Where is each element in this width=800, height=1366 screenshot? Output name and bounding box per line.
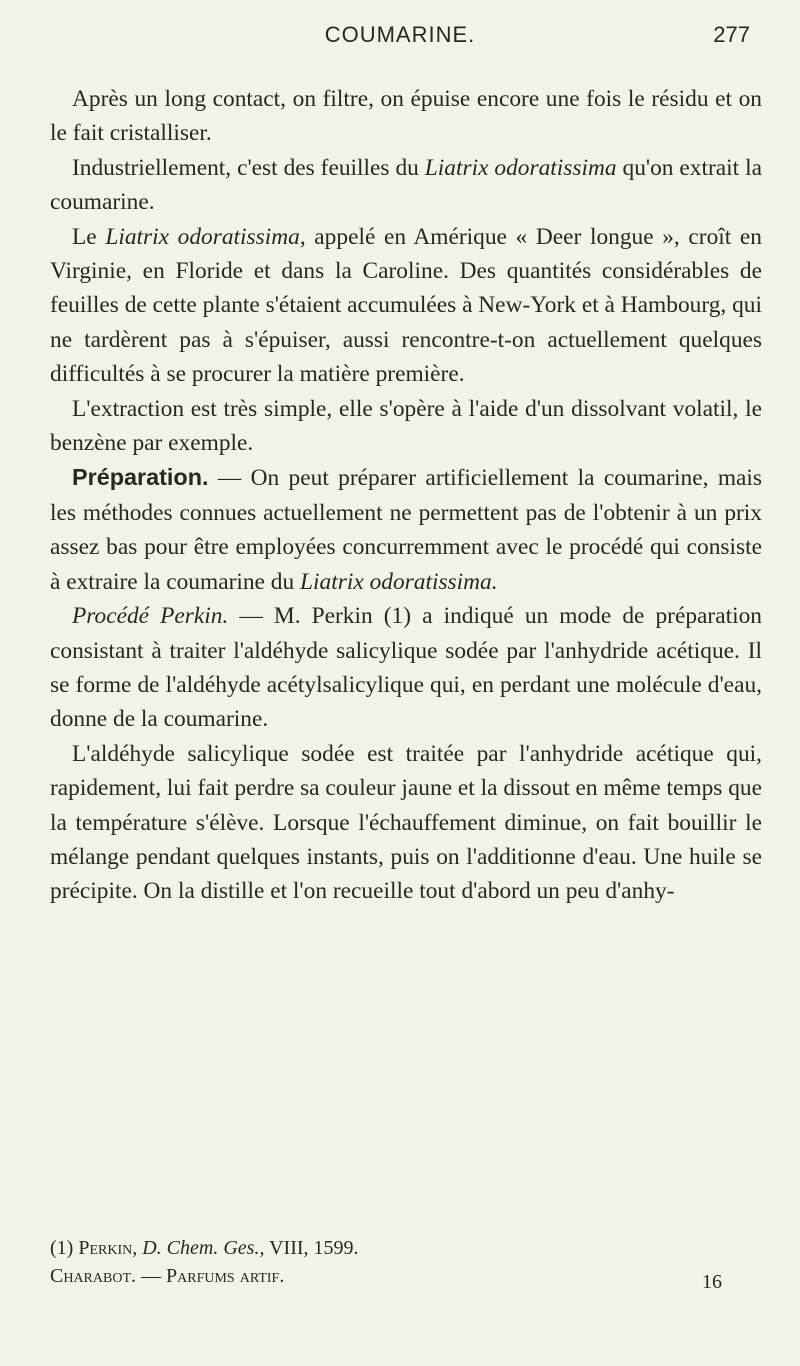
paragraph <box>50 220 762 392</box>
paragraph-text: — On peut préparer artificiellement la coumarine, mais les méthodes connues actuellement ne permettent pas de l'obtenir à un prix assez bas pour être employées concurremment avec le procédé qui consiste à extraire la coumarine du <box>50 465 762 595</box>
paragraph-text: Après un long contact, on filtre, on épuise encore une fois le résidu et on le fait cristalliser. <box>50 86 762 147</box>
paragraph <box>50 82 762 151</box>
paragraph-text: L'extraction est très simple, elle s'opère à l'aide d'un dissolvant volatil, le benzène par exemple. <box>50 395 762 457</box>
paragraph-text: , appelé en Amérique « Deer longue », croît en Virginie, en Floride et dans la Caroline. Des quantités considérables de feuilles de cette plante s'étaient accumulées à New-York et à Hambourg, qui ne tardèrent pas à s'épuiser, aussi rencontre-t-on actuellement quelques difficultés à se procurer la matière première. <box>50 223 762 388</box>
printer-signature: Charabot. — Parfums artif. <box>50 1265 285 1287</box>
species-name: Liatrix odoratissima <box>424 154 617 181</box>
footnote-mark: (1) <box>50 1237 74 1259</box>
species-name: Liatrix odoratissima <box>105 223 300 250</box>
footnote-source: D. Chem. Ges. <box>142 1237 260 1259</box>
paragraph-text: qu'on extrait la coumarine. <box>50 154 762 216</box>
paragraph <box>50 599 762 737</box>
paragraph-text: — M. Perkin (1) a indiqué un mode de préparation consistant à traiter l'aldéhyde salicylique sodée par l'anhydride acétique. Il se forme de l'aldéhyde acétylsalicylique qui, en perdant une molécule d'eau, donne de la coumarine. <box>50 603 762 733</box>
footnote-author: Perkin, <box>78 1237 138 1259</box>
signature-number: 16 <box>702 1271 722 1293</box>
body-text <box>50 82 762 909</box>
paragraph-text: Industriellement, c'est des feuilles du <box>72 154 425 181</box>
paragraph <box>50 737 762 909</box>
paragraph <box>50 392 762 461</box>
footnote-reference: , VIII, 1599. <box>259 1237 359 1259</box>
footnote <box>50 1234 762 1262</box>
printer-signature-line <box>50 1262 762 1293</box>
paragraph-text: L'aldéhyde salicylique sodée est traitée par l'anhydride acétique qui, rapidement, lui fait perdre sa couleur jaune et la dissout en même temps que la température s'élève. Lorsque l'échauffement diminue, on fait bouillir le mélange pendant quelques instants, puis on l'additionne d'eau. Une huile se précipite. On la distille et l'on recueille tout d'abord un peu d'anhy- <box>50 740 762 905</box>
page-number: 277 <box>713 22 750 47</box>
paragraph <box>50 460 762 599</box>
paragraph-text: Le <box>72 223 106 250</box>
subsection-heading: Procédé Perkin. <box>72 603 229 630</box>
section-heading: Préparation. <box>72 464 209 491</box>
paragraph <box>50 151 762 220</box>
footnotes <box>50 1234 762 1293</box>
running-title: COUMARINE. <box>324 22 476 47</box>
page-header <box>50 18 750 58</box>
species-name: Liatrix odoratissima. <box>300 568 498 595</box>
